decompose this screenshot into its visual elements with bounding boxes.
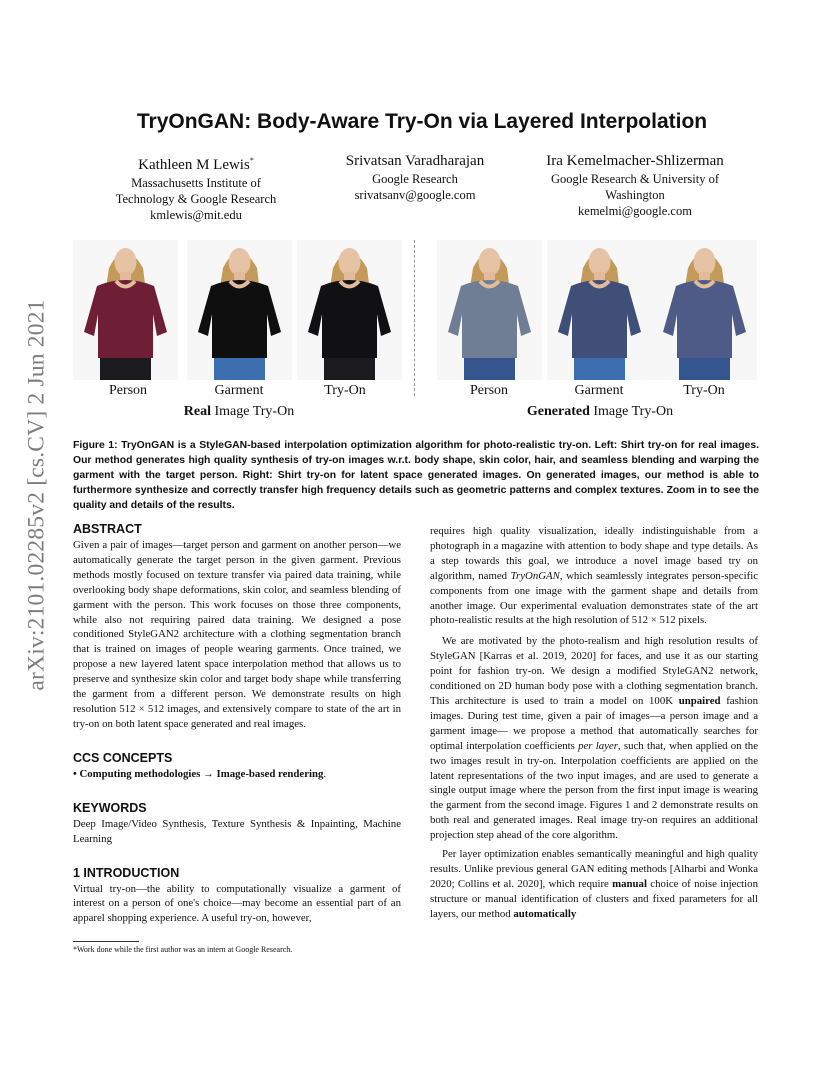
paper-title: TryOnGAN: Body-Aware Try-On via Layered Interpolation — [136, 110, 708, 133]
keywords-text: Deep Image/Video Synthesis, Texture Synthesis & Inpainting, Machine Learning — [73, 817, 401, 845]
author-2 — [315, 151, 515, 203]
figure-label: Garment — [574, 383, 624, 398]
figure-label: Person — [469, 383, 509, 398]
figure-photo-generated-garment — [547, 240, 652, 380]
body-paragraph: We are motivated by the photo-realism and high resolution results of StyleGAN [Karras et al. 2019, 2020] for faces, and use it as our starting point for fashion try-on. We design a modified StyleGAN2 network, conditioned on 2D human body pose with a clothing segmentation branch. This architecture is used to train a model on 100K unpaired fashion images. During test time, given a pair of images—a person image and a garment image— we propose a method that automatically searches for optimal interpolation coefficients per layer, such that, when applied on the two images result in try-on. Interpolation coefficients are applied on the latent representations of the two input images, and are used to generate a single output image where the person from the first input image is wearing the garment from the second image. Figures 1 and 2 demonstrate results on both real and generated images. Real image try-on requires an additional projection step ahead of the core algorithm. — [430, 635, 759, 842]
ccs-heading: CCS CONCEPTS — [73, 750, 173, 765]
figure-label: Garment — [214, 383, 264, 398]
author-3 — [520, 151, 750, 219]
author-1 — [96, 151, 296, 223]
author-name: Srivatsan Varadharajan — [345, 153, 485, 169]
author-affiliation: Technology & Google Research — [115, 192, 277, 206]
arxiv-stamp — [22, 295, 52, 695]
left-column — [73, 520, 401, 926]
author-affiliation: Massachusetts Institute of — [131, 176, 261, 190]
author-email: kmlewis@mit.edu — [150, 208, 242, 222]
abstract-text: Given a pair of images—target person and garment on another person—we automatically generate the target person in the given garment. Previous methods mostly focused on texture transfer via paired data training, while overlooking body shape deformations, skin color, and seamless blending of garment with the person. This work focuses on those three components, while also not requiring paired data training. We designed a pose conditioned StyleGAN2 architecture with a clothing segmentation branch that is trained on images of people wearing garments. Once trained, we propose a new layered latent space interpolation method that allows us to preserve and synthesize skin color and target body shape while transferring the garment from a different person. We demonstrate results on high resolution 512 × 512 images, and extensively compare to state of the art in try-on on both latent space generated and real images. — [73, 539, 401, 730]
footnote-rule — [73, 941, 139, 942]
figure-label: Try-On — [683, 383, 725, 398]
author-affiliation: Google Research & University of — [550, 172, 719, 186]
arxiv-stamp-text: arXiv:2101.02285v2 [cs.CV] 2 Jun 2021 — [23, 299, 50, 691]
figure-label: Person — [108, 383, 148, 398]
figure-divider — [414, 240, 415, 396]
author-affiliation: Washington — [605, 188, 665, 202]
figure-photo-real-garment — [187, 240, 292, 380]
figure-subtitle-generated: Generated Image Try-On — [526, 404, 674, 419]
body-paragraph: Per layer optimization enables semantically meaningful and high quality results. Unlike previous general GAN editing methods [Alharbi and Wonka 2020; Collins et al. 2020], which require manual choice of noise injection structure or manual identification of clusters and fixed parameters for all layers, our method automatically — [430, 848, 758, 920]
figure-subtitle-real: Real Image Try-On — [183, 404, 295, 419]
author-name: Ira Kemelmacher-Shlizerman — [546, 153, 724, 169]
right-column — [430, 524, 758, 922]
keywords-heading: KEYWORDS — [73, 800, 147, 815]
figure-photo-real-tryon — [297, 240, 402, 380]
author-affiliation: Google Research — [372, 172, 458, 186]
author-email: srivatsanv@google.com — [354, 188, 476, 202]
figure-label: Try-On — [324, 383, 366, 398]
footnote: *Work done while the first author was an intern at Google Research. — [73, 945, 293, 954]
figure-photo-real-person — [73, 240, 178, 380]
abstract-heading: ABSTRACT — [73, 522, 142, 536]
author-name: Kathleen M Lewis* — [138, 156, 254, 173]
author-email: kemelmi@google.com — [578, 204, 692, 218]
introduction-heading: 1 INTRODUCTION — [73, 865, 180, 880]
body-paragraph: requires high quality visualization, ideally indistinguishable from a photograph in a magazine with attention to body shape and type details. As a step towards this goal, we introduce a novel image based try on algorithm, named TryOnGAN, which seamlessly integrates person-specific components from one image with the garment shape and details from another image. Our experimental evaluation demonstrates state of the art photo-realistic results at the high resolution of 512 × 512 pixels. — [430, 525, 758, 627]
figure-photo-generated-tryon — [652, 240, 757, 380]
introduction-text: Virtual try-on—the ability to computationally visualize a garment of interest on a person of one's choice—may become an essential part of an apparel shopping experience. A useful try-on, however, — [73, 882, 401, 925]
figure-photo-generated-person — [437, 240, 542, 380]
figure-caption: Figure 1: TryOnGAN is a StyleGAN-based interpolation optimization algorithm for photo-realistic try-on. Left: Shirt try-on for real images. Our method generates high quality synthesis of try-on images w.r.t. body shape, skin color, hair, and seamless blending and warping the garment with the target person. Right: Shirt try-on for latent space generated images. On generated images, our method is able to furthermore synthesize and correctly transfer high frequency details such as geometric patterns and complex textures. Zoom in to see the quality and details of the results. — [73, 440, 759, 512]
ccs-text: • Computing methodologies → Image-based rendering. — [73, 767, 327, 780]
